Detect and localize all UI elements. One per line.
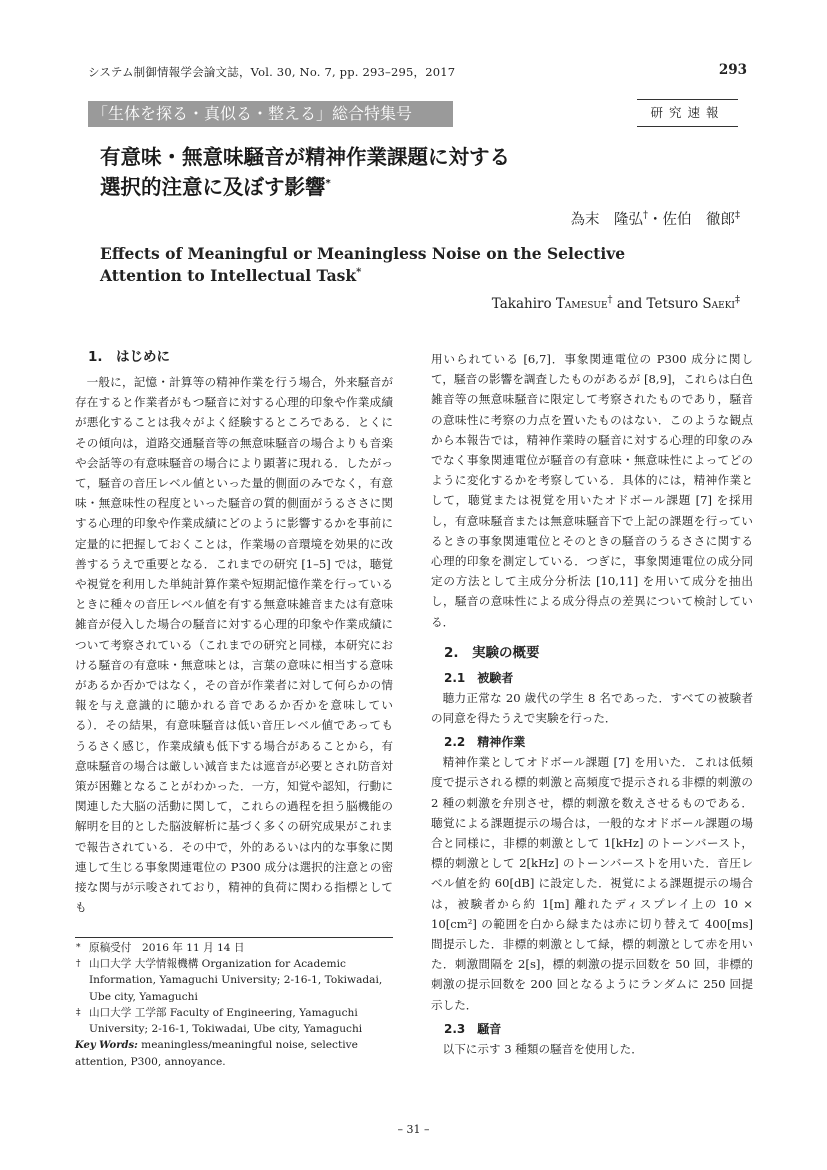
- left-column: [75, 346, 393, 917]
- section-2-3-text: 以下に示す 3 種類の騒音を使用した．: [442, 1041, 643, 1056]
- right-column: [431, 349, 753, 1059]
- keywords-label: Key Words:: [75, 1040, 138, 1052]
- author-en-1-mark: †: [607, 294, 613, 306]
- keywords-text: meaningless/meaningful noise, selective attention, P300, annoyance.: [75, 1039, 358, 1069]
- page-number: 293: [718, 62, 747, 78]
- section-2-2-text: 精神作業としてオドボール課題 [7] を用いた．これは低頻度で提示される標的刺激と高頻度で提示される非標的刺激の 2 種の刺激を弁別させ，標的刺激を数えさせるものである．聴覚による課題提示の場合は，一般的なオドボール課題の場合と同様に，非標的刺激として 1[kHz] のトーンバースト，標的刺激として 2[kHz] のトーンバーストを用いた．音圧レベル値を約 60[dB] に設定した．視覚による課題提示の場合は，被験者から約 1[m] 離れたディスプレイ上の 10 × 10[cm²] の範囲を白から緑または赤に切り替えて 400[ms] 間提示した．非標的刺激として緑，標的刺激として赤を用いた．刺激間隔を 2[s]，標的刺激の提示回数を 50 回，非標的刺激の提示回数を 200 回となるようにランダムに 250 回提示した．: [431, 755, 753, 1012]
- footnotes: [75, 940, 393, 1071]
- title-en-line2: [100, 265, 660, 287]
- author-en-2-first: Tetsuro: [646, 296, 699, 312]
- author-en-1-first: Takahiro: [491, 296, 552, 312]
- page-footer: – 31 –: [397, 1123, 430, 1136]
- author-en-2-mark: ‡: [735, 294, 740, 306]
- title-japanese: [100, 142, 660, 202]
- footnote-received: [75, 940, 393, 956]
- authors-japanese: [470, 208, 740, 229]
- section-1-continuation: 用いられている [6,7]．事象関連電位の P300 成分に関して，騒音の影響を調査したものがあるが [8,9]，これらは白色雑音等の無意味騒音に限定して考察されたものであり，騒音の意味性に考察の力点を置いたものはない．このような観点から本報告では，精神作業時の騒音に対する心理的印象のみでなく事象関連電位が騒音の有意味・無意味性によってどのように変化するかを考察している．具体的には，精神作業として，聴覚または視覚を用いたオドボール課題 [7] を採用し，有意味騒音または無意味騒音下で上記の課題を行っているときの事象関連電位とそのときの騒音のうるささに関する心理的印象を測定している．つぎに，事象関連電位の成分同定の方法として主成分分析法 [10,11] を用いて成分を抽出し，騒音の意味性による成分得点の差異について検討している．: [431, 352, 753, 629]
- special-issue-banner: 「生体を探る・真似る・整える」総合特集号: [88, 101, 453, 127]
- footnote-rule: [75, 937, 393, 938]
- author-en-1-last: Tamesue: [555, 296, 608, 312]
- author-ja-1: 為末 隆弘: [570, 212, 643, 228]
- section-1-heading: 1. はじめに: [88, 349, 171, 365]
- running-header: システム制御情報学会論文誌，Vol. 30, No. 7, pp. 293–295，2017: [88, 65, 456, 79]
- section-2-1-heading: 2.1 被験者: [444, 670, 514, 685]
- author-ja-separator: ・: [648, 212, 663, 228]
- title-en-line1: Effects of Meaningful or Meaningless Noise on the Selective: [100, 244, 626, 263]
- footnote-affiliation-1-text: 山口大学 大学情報機構 Organization for Academic Information, Yamaguchi University; 2-16-1, Tokiwadai, Ube city, Yamaguchi: [89, 958, 383, 1003]
- section-2-2-heading: 2.2 精神作業: [444, 735, 526, 750]
- author-ja-2: 佐伯 徹郎: [662, 212, 735, 228]
- section-1-paragraph: 一般に，記憶・計算等の精神作業を行う場合，外来騒音が存在すると作業者がもつ騒音に対する心理的印象や作業成績が悪化することは我々がよく経験するところである．とくにその傾向は，道路交通騒音等の無意味騒音の場合よりも音楽や会話等の有意味騒音の場合により顕著に現れる．したがって，騒音の音圧レベル値といった量的側面のみでなく，有意味・無意味性の程度といった騒音の質的側面がうるささに関する心理的印象や作業成績にどのように影響するかを事前に定量的に把握しておくことは，作業場の音環境を効果的に改善するうえで重要となる．これまでの研究 [1–5] では，聴覚や視覚を利用した単純計算作業や短期記憶作業を行っているときに種々の音圧レベル値を有する無意味雑音または有意味雑音が侵入した場合の騒音に対する心理的印象や作業成績について考察されている（これまでの研究と同様，本研究における騒音の有意味・無意味とは，言葉の意味に相当する意味があるか否かではなく，その音が作業者に対して何らかの情報を与え意識的に聴かれる音であるか否かを意味している）．その結果，有意味騒音は低い音圧レベル値であってもうるさく感じ，作業成績も低下する場合があることから，有意味騒音の場合は厳しい減音または遮音が必要とされ防音対策が困難となることがわかった．一方，知覚や認知，行動に関連した大脳の活動に関して，これらの過程を担う脳機能の解明を目的とした脳波解析に基づく多くの研究成果がこれまで報告されている．その中で，外的あるいは内的な事象に関連して生じる事象関連電位の P300 成分は選択的注意との密接な関与が示唆されており，精神的負荷に関わる指標としても: [75, 375, 393, 915]
- section-2-3-heading: 2.3 騒音: [444, 1021, 502, 1036]
- footnote-received-text: 原稿受付 2016 年 11 月 14 日: [89, 942, 245, 954]
- footnote-affiliation-2-text: 山口大学 工学部 Faculty of Engineering, Yamaguchi University; 2-16-1, Tokiwadai, Ube city, Yamaguchi: [89, 1006, 363, 1036]
- author-en-and: and: [616, 296, 643, 312]
- author-en-2-last: Saeki: [702, 296, 735, 312]
- title-ja-mark: *: [325, 178, 331, 190]
- title-ja-line2: [100, 172, 660, 202]
- footnote-received-mark: *: [76, 943, 81, 953]
- footnote-affiliation-2: [75, 1005, 393, 1037]
- keywords: [75, 1037, 393, 1070]
- footnote-affiliation-1-mark: †: [76, 959, 81, 970]
- title-ja-line1: 有意味・無意味騒音が精神作業課題に対する: [100, 145, 510, 169]
- footnote-affiliation-1: [75, 956, 393, 1005]
- title-en-line2-text: Attention to Intellectual Task: [100, 266, 357, 285]
- section-2-heading: 2. 実験の概要: [444, 644, 540, 661]
- report-type-label: 研究速報: [637, 99, 738, 127]
- author-ja-2-mark: ‡: [735, 210, 740, 222]
- title-en-mark: *: [356, 266, 362, 278]
- section-2-1-text: 聴力正常な 20 歳代の学生 8 名であった．すべての被験者の同意を得たうえで実験を行った．: [431, 690, 753, 726]
- authors-english: [450, 296, 740, 312]
- title-ja-line2-text: 選択的注意に及ぼす影響: [100, 175, 326, 199]
- author-ja-1-mark: †: [643, 210, 648, 222]
- footnote-affiliation-2-mark: ‡: [76, 1007, 81, 1018]
- title-english: [100, 243, 660, 287]
